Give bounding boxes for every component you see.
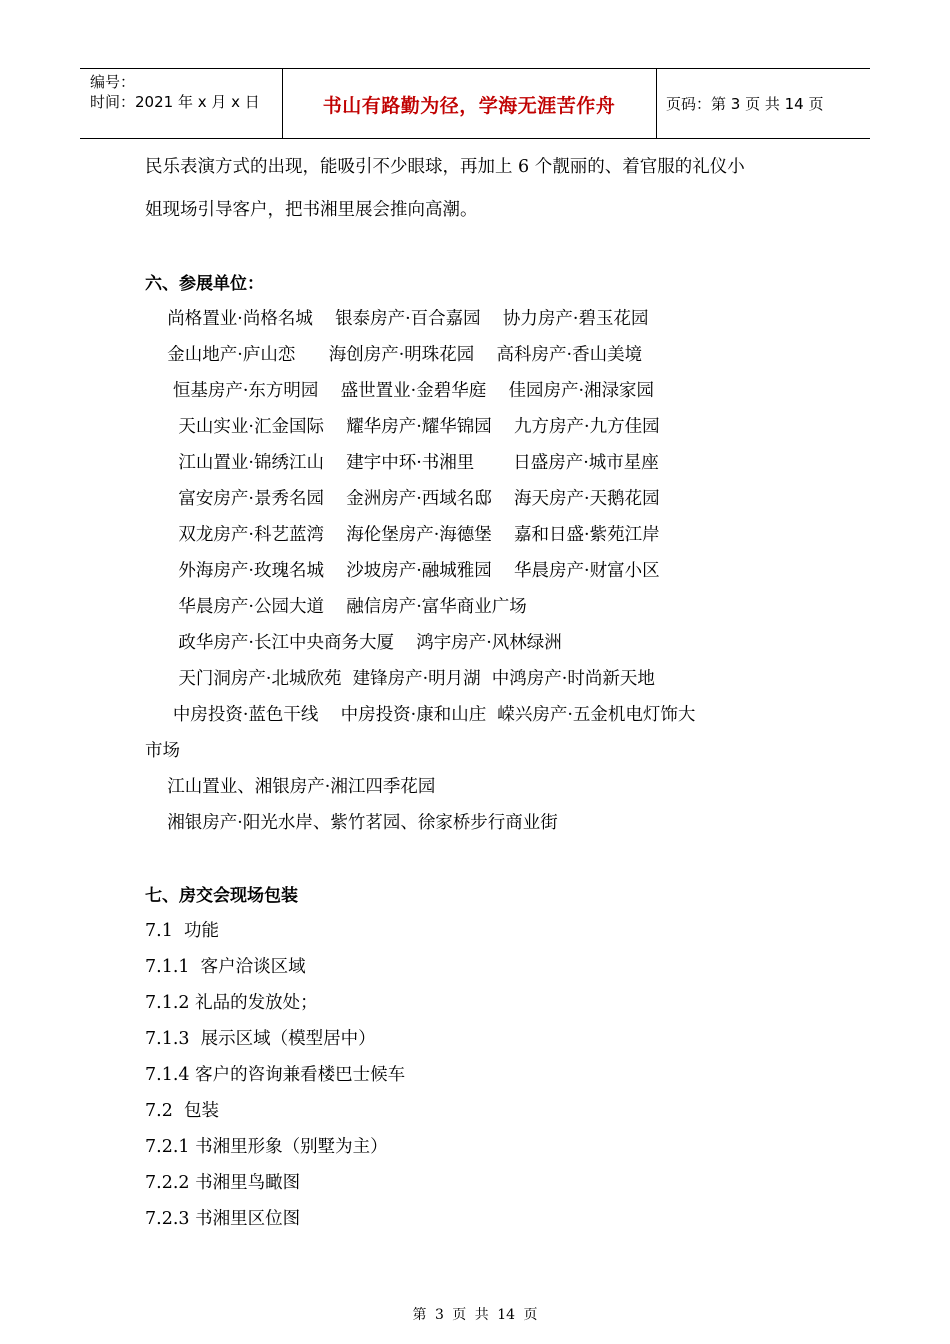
paragraph-line: 民乐表演方式的出现，能吸引不少眼球，再加上 6 个靓丽的、着官服的礼仪小 [145, 157, 745, 177]
header-left-cell [90, 72, 260, 112]
exhibitor-line: 市场 [145, 741, 180, 761]
outline-item: 7.2.2 书湘里鸟瞰图 [145, 1173, 301, 1193]
exhibitor-line: 双龙房产·科艺蓝湾 海伦堡房产·海德堡 嘉和日盛·紫苑江岸 [145, 525, 660, 545]
exhibitor-line: 恒基房产·东方明园 盛世置业·金碧华庭 佳园房产·湘渌家园 [145, 381, 655, 401]
exhibitor-line: 外海房产·玫瑰名城 沙坡房产·融城雅园 华晨房产·财富小区 [145, 561, 660, 581]
outline-item: 7.1 功能 [145, 921, 219, 941]
outline-item: 7.2.1 书湘里形象（别墅为主） [145, 1137, 388, 1157]
paragraph-line: 姐现场引导客户，把书湘里展会推向高潮。 [145, 200, 478, 220]
exhibitor-line: 富安房产·景秀名园 金洲房产·西域名邸 海天房产·天鹅花园 [145, 489, 660, 509]
outline-item: 7.1.1 客户洽谈区域 [145, 957, 306, 977]
outline-item: 7.1.2 礼品的发放处； [145, 993, 318, 1013]
exhibitor-line: 天山实业·汇金国际 耀华房产·耀华锦园 九方房产·九方佳园 [145, 417, 660, 437]
header-motto: 书山有路勤为径，学海无涯苦作舟 [322, 95, 616, 117]
page-footer: 第 3 页 共 14 页 [412, 1307, 538, 1323]
exhibitor-line: 天门洞房产·北城欣苑 建锋房产·明月湖 中鸿房产·时尚新天地 [145, 669, 655, 689]
header-divider [656, 69, 657, 138]
page-header [80, 68, 870, 139]
exhibitor-line: 尚格置业·尚格名城 银泰房产·百合嘉园 协力房产·碧玉花园 [145, 309, 649, 329]
serial-label: 编号： [90, 73, 136, 91]
exhibitor-line: 政华房产·长江中央商务大厦 鸿宇房产·风林绿洲 [145, 633, 562, 653]
section-heading: 六、参展单位： [145, 274, 264, 294]
time-label: 时间：2021 年 x 月 x 日 [90, 93, 260, 111]
header-page-info: 页码：第 3 页 共 14 页 [666, 95, 824, 113]
exhibitor-line: 江山置业·锦绣江山 建宇中环·书湘里 日盛房产·城市星座 [145, 453, 659, 473]
exhibitor-line: 金山地产·庐山恋 海创房产·明珠花园 高科房产·香山美境 [145, 345, 643, 365]
outline-item: 7.1.3 展示区域（模型居中） [145, 1029, 376, 1049]
outline-item: 7.2 包装 [145, 1101, 219, 1121]
exhibitor-line: 华晨房产·公园大道 融信房产·富华商业广场 [145, 597, 527, 617]
exhibitor-line: 江山置业、湘银房产·湘江四季花园 [145, 777, 436, 797]
outline-item: 7.2.3 书湘里区位图 [145, 1209, 301, 1229]
exhibitor-line: 中房投资·蓝色干线 中房投资·康和山庄 嵘兴房产·五金机电灯饰大 [145, 705, 696, 725]
section-heading: 七、房交会现场包装 [145, 886, 298, 906]
exhibitor-line: 湘银房产·阳光水岸、紫竹茗园、徐家桥步行商业街 [145, 813, 558, 833]
outline-item: 7.1.4 客户的咨询兼看楼巴士候车 [145, 1065, 406, 1085]
